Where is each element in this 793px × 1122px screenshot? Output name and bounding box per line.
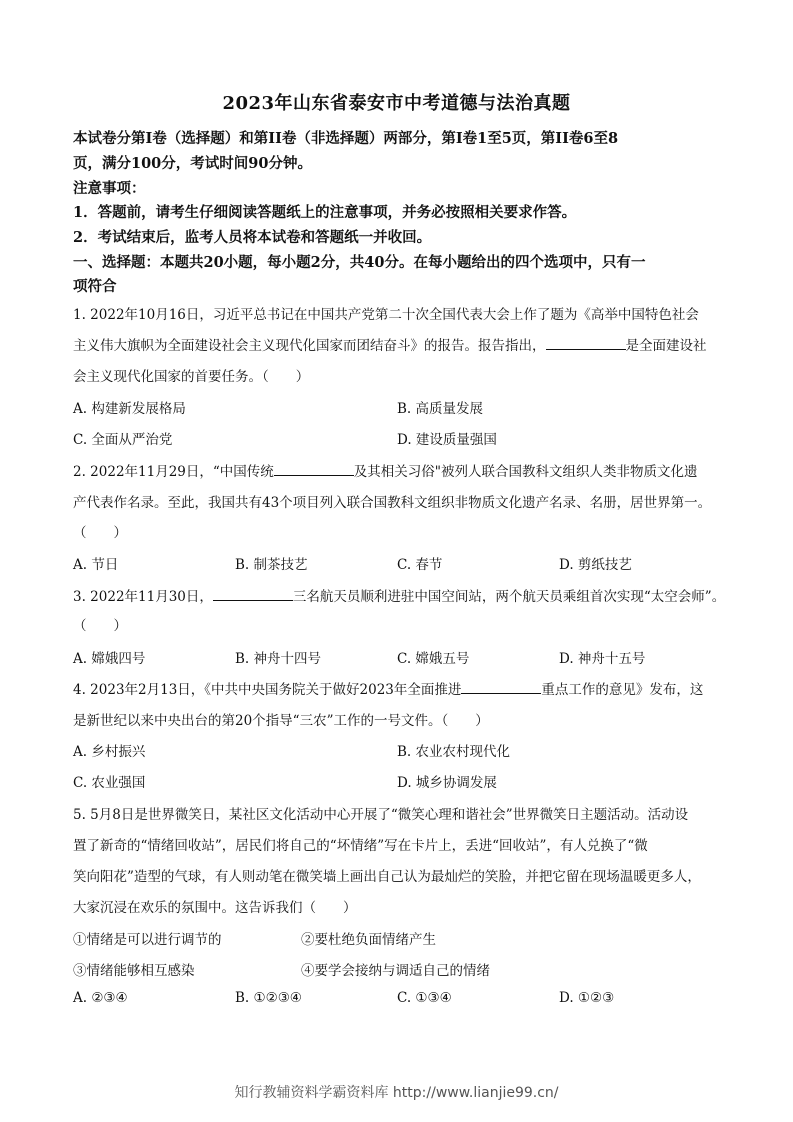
q3-line-2: （ ） bbox=[73, 618, 127, 634]
q1-line-2-a: 主义伟大旗帜为全面建设社会主义现代化国家而团结奋斗》的报告。报告指出， bbox=[73, 338, 546, 354]
q2-line-1-b: 及其相关习俗"被列人联合国教科文组织人类非物质文化遗 bbox=[353, 464, 698, 480]
q1-option-a: A. 构建新发展格局 bbox=[73, 401, 186, 417]
q1-line-1: 1. 2022年10月16日，习近平总书记在中国共产党第二十次全国代表大会上作了题为《高举中国特色社会 bbox=[73, 307, 699, 323]
q5-line-2: 置了新奇的“情绪回收站”，居民们将自己的“坏情绪”写在卡片上，丢进“回收站”，有人兑换了“微 bbox=[73, 838, 648, 854]
q1-option-d: D. 建设质量强国 bbox=[397, 432, 497, 448]
q5-line-4: 大家沉浸在欢乐的氛围中。这告诉我们（ ） bbox=[73, 900, 357, 916]
q3-option-b: B. 神舟十四号 bbox=[235, 651, 322, 667]
q5-line-1: 5. 5月8日是世界微笑日，某社区文化活动中心开展了“微笑心理和谐社会”世界微笑日主题活动。活动设 bbox=[73, 807, 689, 823]
q3-line-1-a: 3. 2022年11月30日， bbox=[73, 589, 213, 605]
intro-line-1: 本试卷分第Ⅰ卷（选择题）和第II卷（非选择题）两部分，第I卷1至5页，第II卷6至8 bbox=[73, 130, 619, 147]
q5-line-3: 笑向阳花”造型的气球，有人则动笔在微笑墙上画出自己认为最灿烂的笑脸，并把它留在现场温暖更多人， bbox=[73, 869, 701, 885]
q4-option-b: B. 农业农村现代化 bbox=[397, 744, 511, 760]
section-heading-line-2: 项符合 bbox=[73, 278, 117, 295]
q2-line-2: 产代表作名录。至此，我国共有43个项目列入联合国教科文组织非物质文化遗产名录、名册，居世界第一。 bbox=[73, 495, 712, 511]
q4-line-1-a: 4. 2023年2月13日，《中共中央国务院关于做好2023年全面推进 bbox=[73, 682, 462, 698]
q2-line-3: （ ） bbox=[73, 525, 127, 541]
page-title: 2023年山东省泰安市中考道德与法治真题 bbox=[222, 93, 571, 114]
q5-statement-3: ③情绪能够相互感染 bbox=[73, 963, 195, 979]
notice-item-2: 2．考试结束后，监考人员将本试卷和答题纸一并收回。 bbox=[73, 229, 432, 246]
q1-line-2 bbox=[73, 334, 707, 354]
section-heading-line-1: 一、选择题：本题共20小题，每小题2分，共40分。在每小题给出的四个选项中，只有一 bbox=[73, 254, 646, 271]
q2-option-b: B. 制茶技艺 bbox=[235, 557, 308, 573]
footer-watermark: 知行教辅资料学霸资料库 http://www.lianjie99.cn/ bbox=[234, 1085, 559, 1101]
q4-option-d: D. 城乡协调发展 bbox=[397, 775, 497, 791]
q5-option-b: B. ①②③④ bbox=[235, 990, 302, 1006]
q5-option-a: A. ②③④ bbox=[73, 990, 128, 1006]
q1-line-2-b: 是全面建设社 bbox=[625, 338, 707, 354]
q2-option-d: D. 剪纸技艺 bbox=[559, 557, 632, 573]
q2-option-c: C. 春节 bbox=[397, 557, 443, 573]
intro-line-2: 页，满分100分，考试时间90分钟。 bbox=[73, 155, 312, 172]
q1-option-b: B. 高质量发展 bbox=[397, 401, 484, 417]
q1-option-c: C. 全面从严治党 bbox=[73, 432, 173, 448]
q1-blank bbox=[546, 337, 626, 350]
q4-blank bbox=[461, 681, 541, 694]
q5-statement-1: ①情绪是可以进行调节的 bbox=[73, 932, 222, 948]
q2-line-1-a: 2. 2022年11月29日，“中国传统 bbox=[73, 464, 274, 480]
q2-line-1 bbox=[73, 460, 698, 480]
q4-option-a: A. 乡村振兴 bbox=[73, 744, 146, 760]
q3-blank bbox=[213, 588, 293, 601]
q4-line-1 bbox=[73, 678, 703, 698]
q3-option-c: C. 嫦娥五号 bbox=[397, 651, 470, 667]
q5-option-c: C. ①③④ bbox=[397, 990, 452, 1006]
q4-line-2: 是新世纪以来中央出台的第20个指导“三农”工作的一号文件。（ ） bbox=[73, 713, 489, 729]
q2-blank bbox=[274, 463, 354, 476]
q3-option-d: D. 神舟十五号 bbox=[559, 651, 646, 667]
q3-option-a: A. 嫦娥四号 bbox=[73, 651, 146, 667]
q2-option-a: A. 节日 bbox=[73, 557, 119, 573]
q5-option-d: D. ①②③ bbox=[559, 990, 615, 1006]
q5-statement-4: ④要学会接纳与调适自己的情绪 bbox=[301, 963, 490, 979]
q4-line-1-b: 重点工作的意见》发布，这 bbox=[541, 682, 704, 698]
q3-line-1 bbox=[73, 585, 725, 605]
notice-title: 注意事项： bbox=[73, 180, 146, 197]
q4-option-c: C. 农业强国 bbox=[73, 775, 146, 791]
notice-item-1: 1．答题前，请考生仔细阅读答题纸上的注意事项，并务必按照相关要求作答。 bbox=[73, 204, 577, 221]
q3-line-1-b: 三名航天员顺利进驻中国空间站，两个航天员乘组首次实现“太空会师”。 bbox=[292, 589, 726, 605]
q5-statement-2: ②要杜绝负面情绪产生 bbox=[301, 932, 436, 948]
q1-line-3: 会主义现代化国家的首要任务。（ ） bbox=[73, 369, 310, 385]
